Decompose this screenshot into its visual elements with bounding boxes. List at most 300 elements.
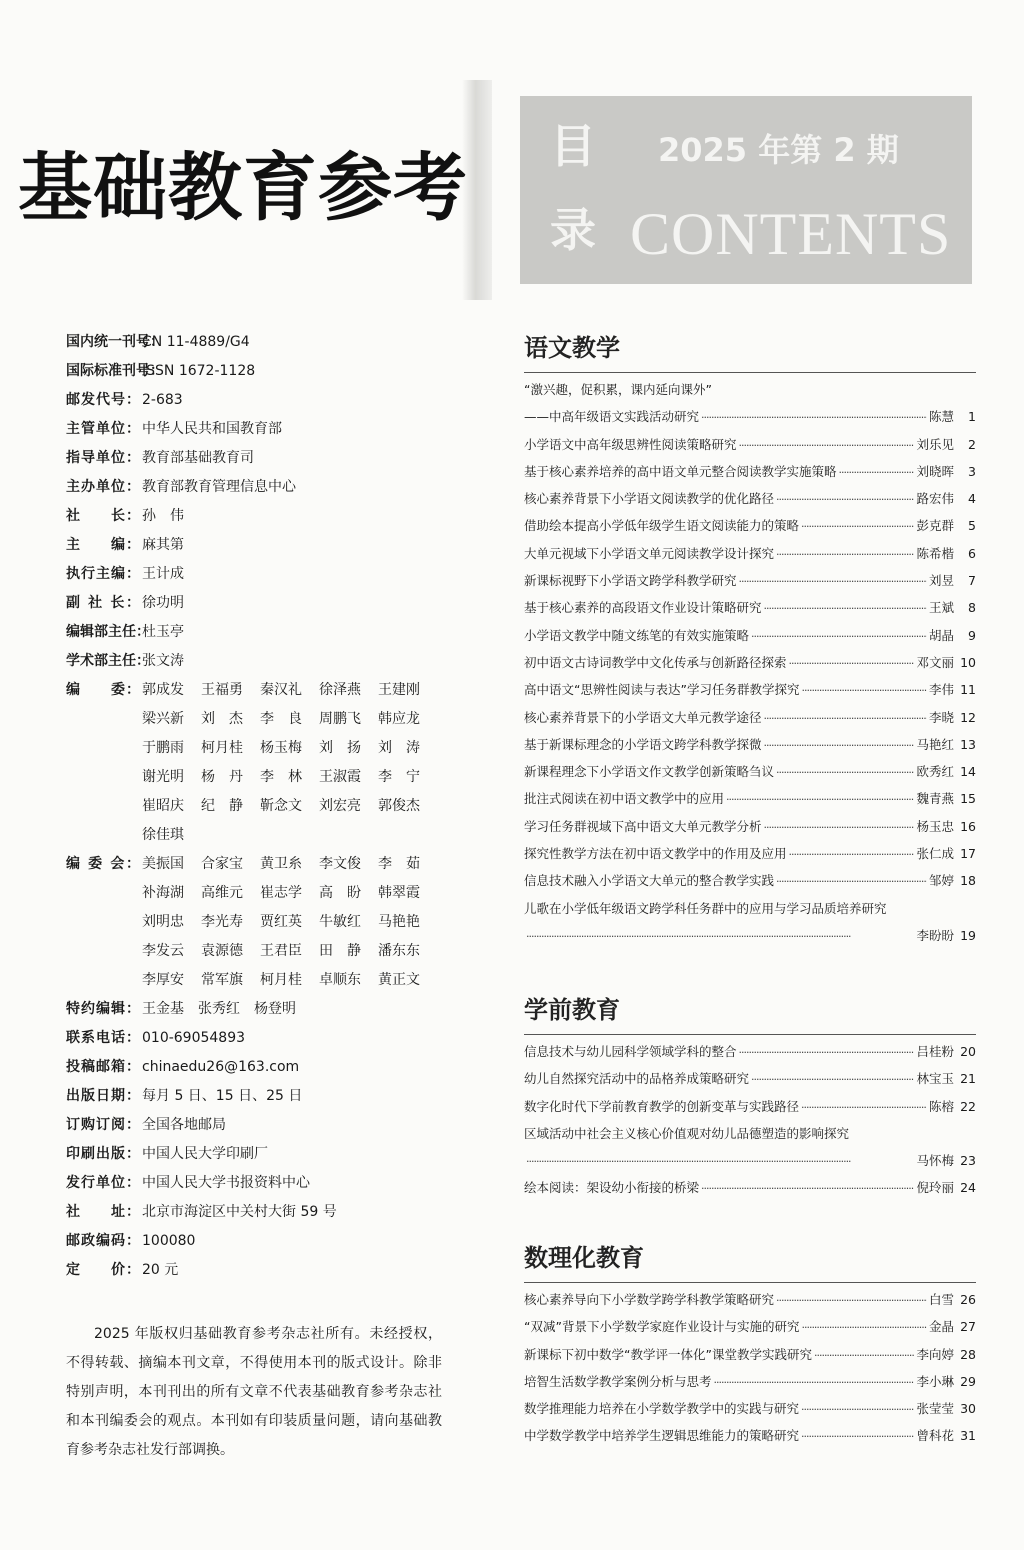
info-label: 邮政编码：	[66, 1233, 140, 1249]
info-value: 全国各地邮局	[142, 1117, 226, 1133]
toc-entry[interactable]	[524, 406, 976, 433]
toc-author: 张仁成	[916, 846, 954, 862]
toc-author: 李小琳	[916, 1373, 954, 1389]
info-label: 副 社 长：	[66, 595, 140, 611]
toc-author: 杨玉忠	[916, 818, 954, 834]
toc-author: 倪玲丽	[916, 1180, 954, 1196]
info-row	[66, 388, 446, 417]
toc-entry[interactable]	[524, 488, 976, 515]
toc-page: 27	[960, 1319, 976, 1335]
toc-entry[interactable]	[524, 597, 976, 624]
info-value: 中国人民大学书报资料中心	[142, 1175, 310, 1191]
person-name: 崔昭庆	[142, 798, 184, 814]
info-row	[66, 1200, 446, 1229]
info-label: 投稿邮箱：	[66, 1059, 140, 1075]
toc-title: 学习任务群视域下高中语文大单元教学分析	[524, 818, 762, 834]
info-value: chinaedu26@163.com	[142, 1059, 300, 1075]
toc-author: 邹婷	[928, 873, 954, 889]
toc-section-preschool	[524, 994, 976, 1205]
info-label: 特约编辑：	[66, 1001, 140, 1017]
info-label: 邮发代号：	[66, 392, 140, 408]
info-label: 指导单位：	[66, 450, 140, 466]
leader-dots	[526, 926, 914, 948]
names-line	[142, 881, 437, 910]
toc-page: 13	[960, 736, 976, 752]
toc-entry[interactable]	[524, 1068, 976, 1095]
person-name: 李 宁	[378, 769, 420, 785]
toc-title: 中学数学教学中培养学生逻辑思维能力的策略研究	[524, 1428, 800, 1444]
toc-title: 小学语文中高年级思辨性阅读策略研究	[524, 436, 737, 452]
info-row	[66, 1113, 446, 1142]
toc-title: 数学推理能力培养在小学数学教学中的实践与研究	[524, 1401, 800, 1417]
leader-dots	[764, 735, 915, 757]
info-label: 主管单位：	[66, 421, 140, 437]
leader-dots	[776, 489, 914, 511]
toc-page: 17	[960, 846, 976, 862]
info-value: 010-69054893	[142, 1030, 246, 1046]
leader-dots	[701, 1178, 914, 1200]
toc-author: 刘晓晖	[916, 463, 954, 479]
toc-page: 29	[960, 1373, 976, 1389]
names-line	[142, 968, 437, 997]
toc-entry[interactable]	[524, 1371, 976, 1398]
toc-entries	[524, 406, 976, 897]
info-value: 麻其第	[142, 537, 184, 553]
toc-entry[interactable]	[524, 788, 976, 815]
info-row	[66, 997, 446, 1026]
toc-title: 基于核心素养培养的高中语文单元整合阅读教学实施策略	[524, 463, 837, 479]
toc-title: 大单元视域下小学语文单元阅读教学设计探究	[524, 545, 775, 561]
person-name: 李 良	[260, 711, 302, 727]
contents-char-lu: 录	[550, 203, 596, 257]
toc-title: 高中语文“思辨性阅读与表达”学习任务群教学探究	[524, 682, 800, 698]
toc-page: 1	[968, 409, 976, 425]
person-name: 李发云	[142, 943, 184, 959]
toc-entry[interactable]	[524, 461, 976, 488]
section-rule	[524, 1034, 976, 1035]
person-name: 刘 杰	[201, 711, 243, 727]
person-name: 李 林	[260, 769, 302, 785]
toc-page: 28	[960, 1346, 976, 1362]
info-value: 中国人民大学印刷厂	[142, 1146, 268, 1162]
leader-dots	[776, 1290, 927, 1312]
names-line	[142, 852, 437, 881]
toc-title: 核心素养导向下小学数学跨学科教学策略研究	[524, 1292, 775, 1307]
toc-page: 6	[968, 545, 976, 561]
section-rule	[524, 1282, 976, 1283]
info-row	[66, 533, 446, 562]
info-label: 社 长：	[66, 508, 140, 524]
toc-entry[interactable]	[524, 734, 976, 761]
toc-page: 30	[960, 1401, 976, 1417]
person-name: 李厚安	[142, 972, 184, 988]
editors-label: 编 委：	[66, 682, 140, 698]
toc-author: 吕桂粉	[916, 1044, 954, 1059]
leader-dots	[839, 462, 915, 484]
info-value: 徐功明	[142, 595, 184, 611]
leader-dots	[764, 817, 915, 839]
leader-dots	[789, 844, 915, 866]
section-heading: 学前教育	[524, 996, 620, 1024]
person-name: 合家宝	[201, 856, 243, 872]
toc-page: 5	[968, 518, 976, 534]
toc-author: 曾科花	[916, 1428, 954, 1444]
leader-dots	[801, 1317, 927, 1339]
toc-title: 小学语文教学中随文练笔的有效实施策略	[524, 627, 750, 643]
person-name: 王建刚	[378, 682, 420, 698]
toc-title: 信息技术与幼儿园科学领域学科的整合	[524, 1044, 737, 1059]
person-name: 袁源德	[201, 943, 243, 959]
toc-author: 陈希楷	[916, 545, 954, 561]
toc-entry[interactable]	[524, 761, 976, 788]
leader-dots	[801, 1399, 914, 1421]
toc-entry[interactable]	[524, 1316, 976, 1343]
toc-page: 19	[960, 927, 976, 943]
person-name: 徐佳琪	[142, 827, 184, 843]
person-name: 黄正文	[378, 972, 420, 988]
info-value: 王计成	[142, 566, 184, 582]
toc-title: 核心素养背景下小学语文阅读教学的优化路径	[524, 491, 775, 507]
leader-dots	[714, 1372, 915, 1394]
person-name: 王福勇	[201, 682, 243, 698]
toc-page: 22	[960, 1098, 976, 1114]
toc-entry[interactable]	[524, 816, 976, 843]
toc-title: 基于新课标理念的小学语文跨学科教学探微	[524, 736, 762, 752]
info-row	[66, 1084, 446, 1113]
toc-page: 10	[960, 654, 976, 670]
leader-dots	[739, 1042, 915, 1064]
magazine-title: 基础教育参考	[18, 145, 468, 231]
person-name: 徐泽燕	[319, 682, 361, 698]
info-value: 2-683	[142, 392, 183, 408]
committee-label: 编 委 会：	[66, 856, 140, 872]
toc-author: 马艳红	[916, 736, 954, 752]
leader-dots	[526, 1151, 914, 1173]
info-row	[66, 620, 446, 649]
toc-page: 4	[968, 491, 976, 507]
info-label: 印刷出版：	[66, 1146, 140, 1162]
names-line	[142, 939, 437, 968]
toc-page: 18	[960, 873, 976, 889]
toc-page: 21	[960, 1071, 976, 1087]
toc-title: 探究性教学方法在初中语文教学中的作用及应用	[524, 846, 787, 862]
person-name: 柯月桂	[260, 972, 302, 988]
toc-entry[interactable]	[524, 1289, 976, 1316]
toc-title: 新课程理念下小学语文作文教学创新策略刍议	[524, 764, 775, 780]
toc-entry[interactable]	[524, 570, 976, 597]
toc-entry-title[interactable]: 儿歌在小学低年级语文跨学科任务群中的应用与学习品质培养研究	[524, 900, 887, 916]
toc-entry-lead[interactable]: “激兴趣，促积累，课内延向课外”	[524, 382, 712, 397]
person-name: 卓顺东	[319, 972, 361, 988]
toc-author: 林宝玉	[916, 1071, 954, 1087]
person-name: 常军旗	[201, 972, 243, 988]
leader-dots	[814, 1345, 915, 1367]
contents-char-mu: 目	[550, 119, 596, 173]
info-value: 教育部教育管理信息中心	[142, 479, 296, 495]
info-row	[66, 1229, 446, 1258]
person-name: 马艳艳	[378, 914, 420, 930]
toc-author: 马怀梅	[916, 1153, 954, 1169]
leader-dots	[801, 1426, 914, 1448]
info-label: 社 址：	[66, 1204, 140, 1220]
info-row	[66, 562, 446, 591]
toc-title: “双减”背景下小学数学家庭作业设计与实施的研究	[524, 1319, 800, 1335]
toc-page: 15	[960, 791, 976, 807]
toc-entry[interactable]	[524, 625, 976, 652]
toc-page: 16	[960, 818, 976, 834]
toc-author: 刘昱	[928, 573, 954, 589]
names-line	[142, 736, 437, 765]
leader-dots	[739, 435, 915, 457]
person-name: 刘 扬	[319, 740, 361, 756]
info-row	[66, 1026, 446, 1055]
info-label: 执行主编：	[66, 566, 140, 582]
person-name: 黄卫糸	[260, 856, 302, 872]
info-label: 定 价：	[66, 1262, 140, 1278]
info-label: 主办单位：	[66, 479, 140, 495]
person-name: 于鹏雨	[142, 740, 184, 756]
toc-entry[interactable]	[524, 843, 976, 870]
info-label: 国内统一刊号：	[66, 334, 164, 350]
toc-section-chinese	[524, 332, 976, 952]
info-label: 主 编：	[66, 537, 140, 553]
names-line	[142, 910, 437, 939]
toc-entry[interactable]	[524, 1425, 976, 1452]
info-row	[66, 330, 446, 359]
leader-dots	[801, 680, 927, 702]
toc-entry[interactable]	[524, 707, 976, 734]
toc-author: 邓文丽	[916, 654, 954, 670]
toc-page: 23	[960, 1153, 976, 1169]
toc-title: 数字化时代下学前教育教学的创新变革与实践路径	[524, 1098, 800, 1114]
info-row	[66, 1142, 446, 1171]
toc-title: 绘本阅读：架设幼小衔接的桥梁	[524, 1180, 700, 1196]
info-row	[66, 446, 446, 475]
committee-block	[66, 852, 446, 997]
leader-dots	[789, 653, 915, 675]
toc-page: 3	[968, 463, 976, 479]
section-heading: 数理化教育	[524, 1244, 644, 1272]
names-line	[142, 794, 437, 823]
toc-author: 刘乐见	[916, 436, 954, 452]
committee-names	[142, 852, 437, 997]
toc-title: 幼儿自然探究活动中的品格养成策略研究	[524, 1071, 750, 1087]
person-name: 韩应龙	[378, 711, 420, 727]
toc-page: 31	[960, 1428, 976, 1444]
toc-page: 8	[968, 600, 976, 616]
toc-author: 李盼盼	[916, 927, 954, 943]
toc-title: 核心素养背景下的小学语文大单元教学途径	[524, 709, 762, 725]
toc-entry[interactable]	[524, 543, 976, 570]
leader-dots	[776, 871, 927, 893]
leader-dots	[726, 789, 914, 811]
person-name: 谢光明	[142, 769, 184, 785]
toc-page: 9	[968, 627, 976, 643]
toc-author: 李向婷	[916, 1346, 954, 1362]
toc-entry[interactable]	[524, 1398, 976, 1425]
copyright-notice: 2025 年版权归基础教育参考杂志社所有。未经授权，不得转载、摘编本刊文章，不得使用本刊的版式设计。除非特别声明，本刊刊出的所有文章不代表基础教育参考杂志社和本刊编委会的观点。本刊如有印装质量问题，请向基础教育参考杂志社发行部调换。	[66, 1326, 442, 1458]
info-row	[66, 504, 446, 533]
toc-author: 白雪	[928, 1292, 954, 1307]
info-value: 王金基 张秀红 杨登明	[142, 1001, 296, 1017]
toc-title: 初中语文古诗词教学中文化传承与创新路径探索	[524, 654, 787, 670]
person-name: 梁兴新	[142, 711, 184, 727]
section-rule	[524, 372, 976, 373]
toc-page: 12	[960, 709, 976, 725]
toc-entry[interactable]	[524, 1177, 976, 1204]
toc-page: 26	[960, 1292, 976, 1307]
info-value: 中华人民共和国教育部	[142, 421, 282, 437]
toc-page: 20	[960, 1044, 976, 1059]
info-label: 学术部主任：	[66, 653, 150, 669]
toc-author: 张莹莹	[916, 1401, 954, 1417]
info-value: ISSN 1672-1128	[142, 363, 256, 379]
toc-entry[interactable]	[524, 870, 976, 897]
leader-dots	[776, 544, 914, 566]
toc-section-math-science	[524, 1242, 976, 1453]
toc-entry[interactable]	[524, 652, 976, 679]
toc-title: 基于核心素养的高段语文作业设计策略研究	[524, 600, 762, 616]
leader-dots	[764, 598, 927, 620]
info-label: 订购订阅：	[66, 1117, 140, 1133]
info-value: 教育部基础教育司	[142, 450, 254, 466]
toc-page: 11	[960, 682, 976, 698]
person-name: 牛敏红	[319, 914, 361, 930]
info-row	[66, 359, 446, 388]
info-value: 每月 5 日、15 日、25 日	[142, 1088, 303, 1104]
info-row	[66, 475, 446, 504]
toc-title: 新课标视野下小学语文跨学科教学研究	[524, 573, 737, 589]
info-value: 张文涛	[142, 653, 184, 669]
toc-entries	[524, 1289, 976, 1453]
person-name: 韩翠霞	[378, 885, 420, 901]
person-name: 柯月桂	[201, 740, 243, 756]
names-line	[142, 678, 437, 707]
toc-author: 魏青燕	[916, 791, 954, 807]
toc-author: 陈榕	[928, 1098, 954, 1114]
person-name: 王君臣	[260, 943, 302, 959]
leader-dots	[751, 626, 927, 648]
editors-names	[142, 678, 437, 852]
person-name: 田 静	[319, 943, 361, 959]
toc-title: 信息技术融入小学语文大单元的整合教学实践	[524, 873, 775, 889]
toc-page: 2	[968, 436, 976, 452]
person-name: 美振国	[142, 856, 184, 872]
info-value: 杜玉亭	[142, 624, 184, 640]
info-row	[66, 1258, 446, 1287]
toc-entry[interactable]	[524, 1096, 976, 1123]
toc-page: 7	[968, 573, 976, 589]
leader-dots	[776, 762, 914, 784]
leader-dots	[751, 1069, 914, 1091]
info-value: 100080	[142, 1233, 196, 1249]
toc-author: 路宏伟	[916, 491, 954, 507]
leader-dots	[739, 571, 927, 593]
toc-title: 新课标下初中数学“教学评一体化”课堂教学实践研究	[524, 1346, 812, 1362]
person-name: 刘宏亮	[319, 798, 361, 814]
person-name: 高 盼	[319, 885, 361, 901]
toc-entry[interactable]	[524, 679, 976, 706]
toc-entry[interactable]	[524, 434, 976, 461]
toc-entry[interactable]	[524, 1344, 976, 1371]
info-label: 出版日期：	[66, 1088, 140, 1104]
person-name: 秦汉礼	[260, 682, 302, 698]
toc-page: 24	[960, 1180, 976, 1196]
masthead-info	[66, 330, 446, 1287]
toc-entry-tail[interactable]	[524, 1150, 976, 1177]
toc-author: 金晶	[928, 1319, 954, 1335]
info-row	[66, 417, 446, 446]
person-name: 高维元	[201, 885, 243, 901]
info-row	[66, 649, 446, 678]
leader-dots	[701, 407, 927, 429]
toc-entry-title[interactable]: 区域活动中社会主义核心价值观对幼儿品德塑造的影响探究	[524, 1125, 850, 1141]
contents-banner	[520, 96, 972, 284]
info-value: 20 元	[142, 1262, 179, 1278]
person-name: 李光寿	[201, 914, 243, 930]
toc-entry[interactable]	[524, 515, 976, 542]
person-name: 纪 静	[201, 798, 243, 814]
person-name: 杨玉梅	[260, 740, 302, 756]
info-label: 编辑部主任：	[66, 624, 150, 640]
person-name: 杨 丹	[201, 769, 243, 785]
toc-author: 彭克群	[916, 518, 954, 534]
editors-block	[66, 678, 446, 852]
person-name: 崔志学	[260, 885, 302, 901]
names-line	[142, 765, 437, 794]
person-name: 潘东东	[378, 943, 420, 959]
info-row	[66, 591, 446, 620]
person-name: 郭成发	[142, 682, 184, 698]
info-label: 联系电话：	[66, 1030, 140, 1046]
person-name: 李文俊	[319, 856, 361, 872]
person-name: 贾红英	[260, 914, 302, 930]
toc-title: 培智生活数学教学案例分析与思考	[524, 1373, 712, 1389]
toc-page: 14	[960, 764, 976, 780]
info-row	[66, 1171, 446, 1200]
info-label: 发行单位：	[66, 1175, 140, 1191]
toc-author: 欧秀红	[916, 764, 954, 780]
names-line	[142, 823, 437, 852]
person-name: 郭俊杰	[378, 798, 420, 814]
toc-author: 王斌	[928, 600, 954, 616]
person-name: 靳念文	[260, 798, 302, 814]
toc-author: 李晓	[928, 709, 954, 725]
toc-author: 陈慧	[928, 409, 954, 425]
toc-author: 李伟	[928, 682, 954, 698]
toc-title: 批注式阅读在初中语文教学中的应用	[524, 791, 725, 807]
contents-word: CONTENTS	[630, 201, 952, 267]
person-name: 李 茹	[378, 856, 420, 872]
person-name: 周鹏飞	[319, 711, 361, 727]
info-value: 孙 伟	[142, 508, 184, 524]
issue-number: 2025 年第 2 期	[658, 131, 899, 169]
toc-title: 借助绘本提高小学低年级学生语文阅读能力的策略	[524, 518, 800, 534]
person-name: 补海湖	[142, 885, 184, 901]
toc-entry[interactable]	[524, 1041, 976, 1068]
leader-dots	[764, 708, 927, 730]
leader-dots	[801, 516, 914, 538]
info-value: CN 11-4889/G4	[142, 334, 250, 350]
person-name: 刘 涛	[378, 740, 420, 756]
toc-author: 胡晶	[928, 627, 954, 643]
toc-entries	[524, 1041, 976, 1123]
leader-dots	[801, 1097, 927, 1119]
info-row	[66, 1055, 446, 1084]
person-name: 刘明忠	[142, 914, 184, 930]
toc-entry-tail[interactable]	[524, 925, 976, 952]
names-line	[142, 707, 437, 736]
